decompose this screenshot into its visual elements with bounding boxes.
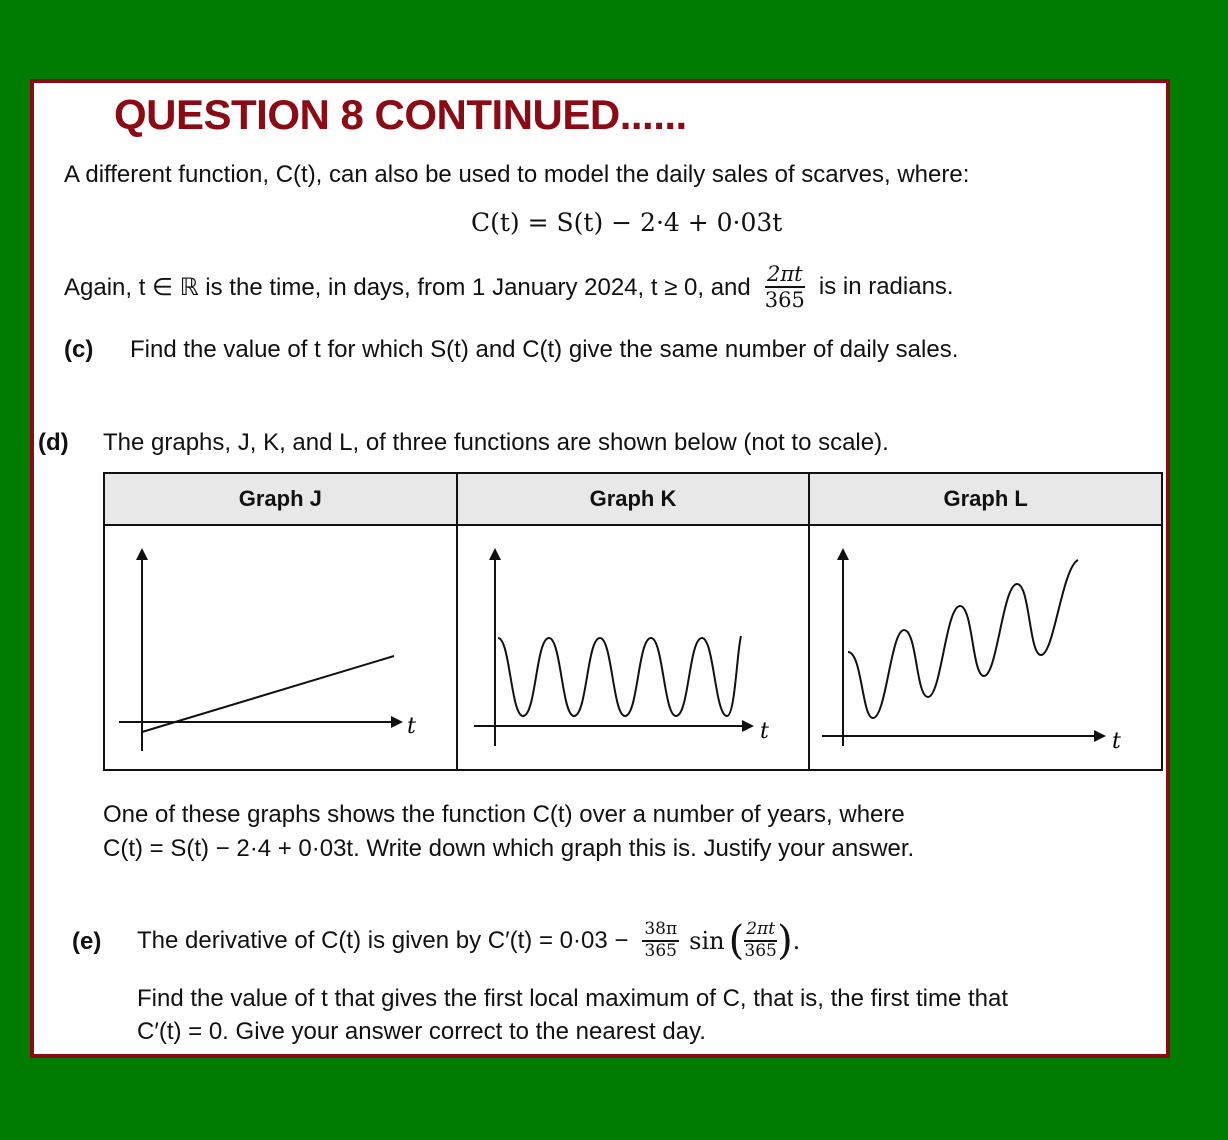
graph-k-curve	[498, 636, 741, 716]
sin-function: sin	[689, 927, 725, 955]
period: .	[792, 927, 801, 955]
part-e-label: (e)	[72, 928, 102, 955]
x-axis-label: t	[1112, 729, 1122, 754]
part-e-line3: C′(t) = 0. Give your answer correct to the nearest day.	[137, 1018, 706, 1045]
y-axis-arrow-icon	[837, 548, 849, 560]
again-line	[64, 257, 954, 317]
part-d-text: The graphs, J, K, and L, of three functions are shown below (not to scale).	[103, 429, 889, 456]
x-axis-label: t	[759, 719, 769, 744]
part-c-text: Find the value of t for which S(t) and C(t) give the same number of daily sales.	[130, 336, 959, 363]
page-title: QUESTION 8 CONTINUED......	[114, 91, 687, 138]
y-axis-arrow-icon	[136, 548, 148, 560]
fraction-denominator: 365	[764, 288, 805, 312]
part-d-label: (d)	[38, 429, 69, 456]
graph-l	[809, 525, 1162, 770]
intro-text: A different function, C(t), can also be used to model the daily sales of scarves, where:	[64, 161, 970, 188]
graph-k-header: Graph K	[457, 473, 810, 525]
open-paren: (	[728, 918, 745, 964]
derivative-fraction	[642, 920, 679, 961]
close-paren: )	[777, 918, 793, 964]
graph-k-plot	[458, 526, 808, 769]
graph-j-curve	[142, 656, 394, 732]
sin-argument-denominator: 365	[744, 941, 777, 961]
derivative-numerator: 38π	[642, 920, 679, 942]
derivative-denominator: 365	[644, 941, 677, 961]
x-axis-label: t	[407, 714, 416, 739]
graph-l-plot	[810, 526, 1160, 769]
part-c-label: (c)	[64, 336, 94, 363]
part-e-line1	[137, 911, 800, 971]
again-text: Again, t ∈ ℝ is the time, in days, from 1 January 2024, t ≥ 0, and	[64, 273, 751, 301]
model-equation: C(t) = S(t) − 2·4 + 0·03t	[471, 208, 783, 237]
x-axis-arrow-icon	[391, 716, 403, 728]
y-axis-arrow-icon	[489, 548, 501, 560]
part-e-line2: Find the value of t that gives the first local maximum of C, that is, the first time that	[137, 985, 1009, 1012]
graphs-table	[103, 472, 1163, 771]
radian-fraction	[765, 262, 805, 312]
graph-l-header: Graph L	[809, 473, 1162, 525]
part-d-question-line1: One of these graphs shows the function C(t) over a number of years, where	[103, 801, 905, 828]
graph-j-plot	[105, 526, 455, 769]
x-axis-arrow-icon	[742, 720, 754, 732]
sin-argument-fraction	[744, 920, 777, 961]
fraction-numerator: 2πt	[765, 262, 805, 288]
x-axis-arrow-icon	[1094, 730, 1106, 742]
graph-l-curve	[848, 560, 1078, 718]
part-e-text: The derivative of C(t) is given by C′(t) = 0·03 −	[137, 927, 629, 954]
again-text-after: is in radians.	[818, 273, 954, 300]
part-d-question-line2: C(t) = S(t) − 2·4 + 0·03t. Write down which graph this is. Justify your answer.	[103, 835, 915, 862]
graph-j	[104, 525, 457, 770]
sin-argument-numerator: 2πt	[744, 920, 777, 942]
graph-k	[457, 525, 810, 770]
graph-j-header: Graph J	[104, 473, 457, 525]
question-sheet	[30, 79, 1170, 1058]
